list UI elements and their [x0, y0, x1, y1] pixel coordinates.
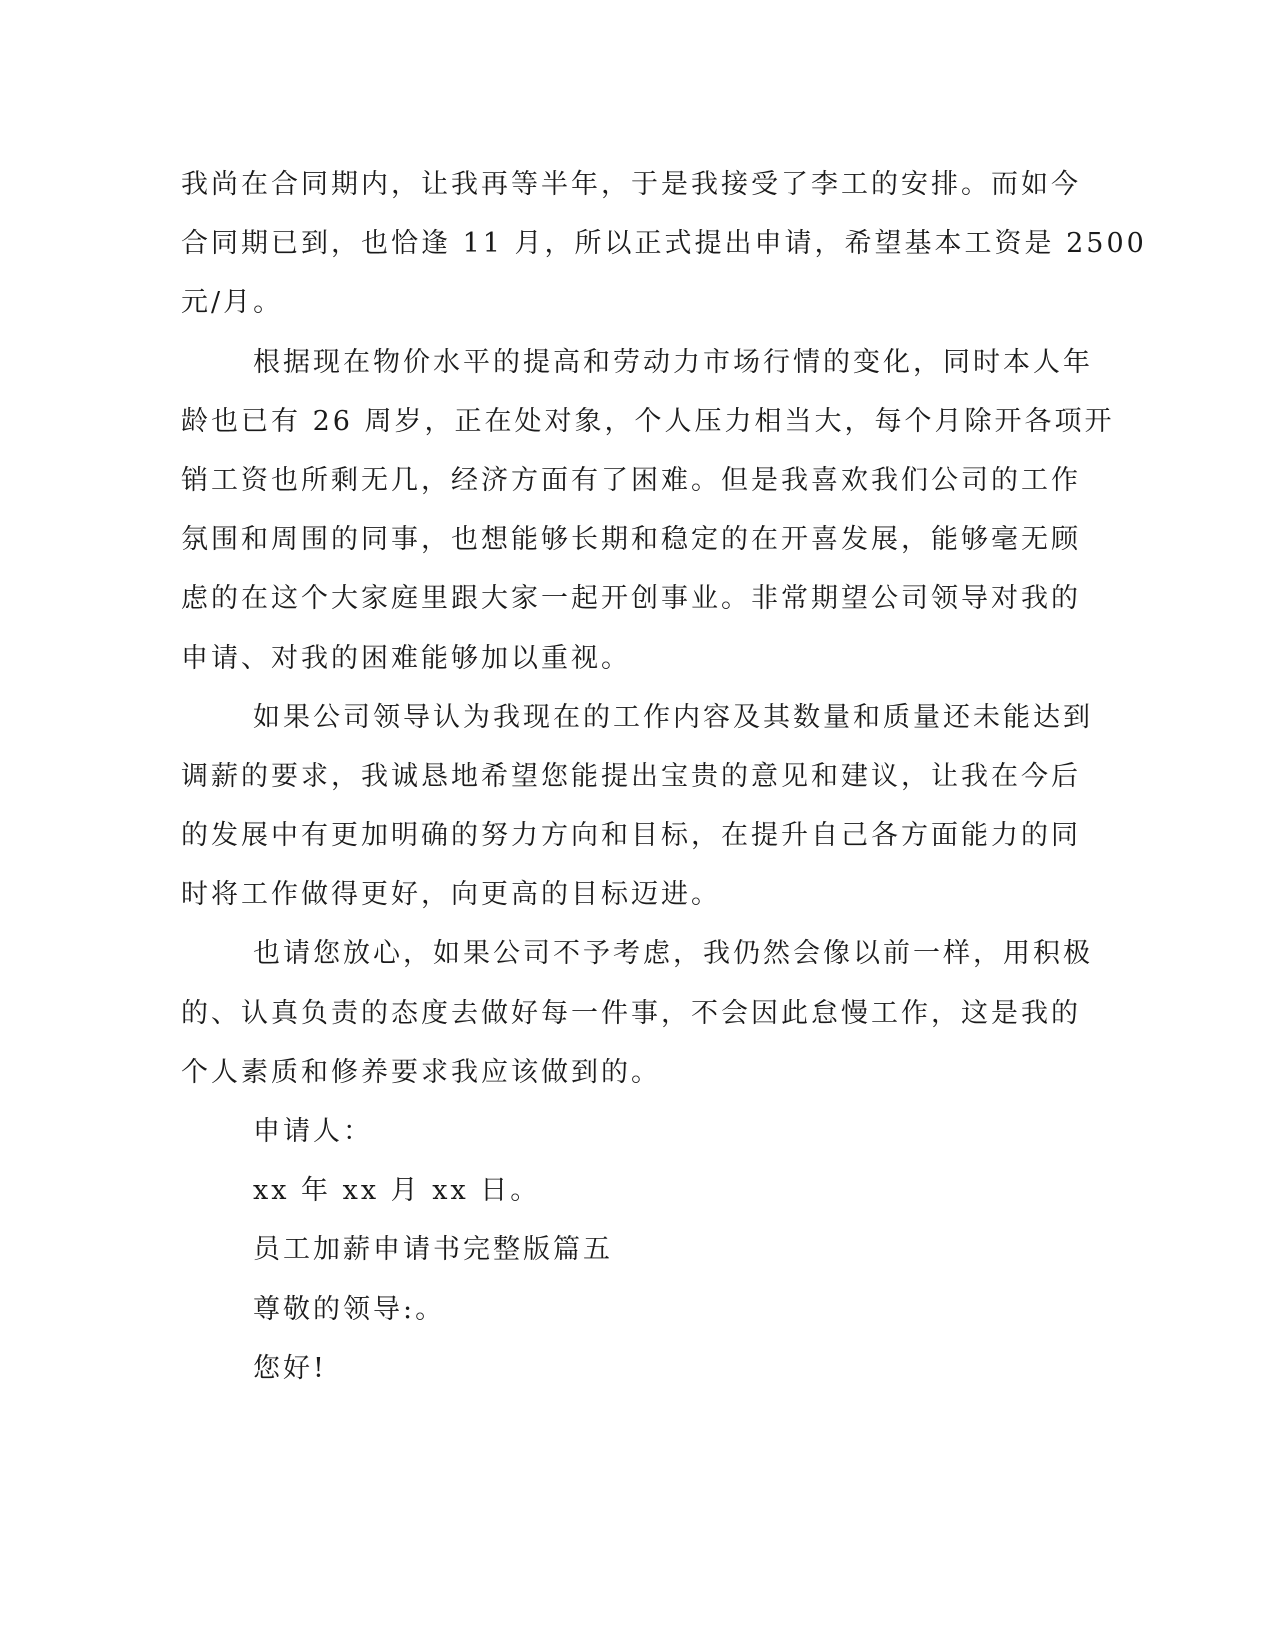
body-line: 氛围和周围的同事，也想能够长期和稳定的在开喜发展，能够毫无顾	[181, 524, 1081, 556]
salutation: 尊敬的领导:。	[253, 1293, 446, 1325]
body-line: 时将工作做得更好，向更高的目标迈进。	[181, 879, 721, 911]
paragraph-start-line: 如果公司领导认为我现在的工作内容及其数量和质量还未能达到	[253, 701, 1093, 733]
body-line: 个人素质和修养要求我应该做到的。	[181, 1056, 661, 1088]
section-title: 员工加薪申请书完整版篇五	[253, 1234, 613, 1266]
date-line: xx 年 xx 月 xx 日。	[253, 1175, 541, 1207]
body-line: 合同期已到，也恰逢 11 月，所以正式提出申请，希望基本工资是 2500	[181, 228, 1147, 260]
body-line: 的、认真负责的态度去做好每一件事，不会因此怠慢工作，这是我的	[181, 997, 1081, 1029]
body-line: 虑的在这个大家庭里跟大家一起开创事业。非常期望公司领导对我的	[181, 583, 1081, 615]
document-body	[181, 155, 1147, 1398]
paragraph-start-line: 也请您放心，如果公司不予考虑，我仍然会像以前一样，用积极	[253, 938, 1093, 970]
paragraph-start-line: 根据现在物价水平的提高和劳动力市场行情的变化，同时本人年	[253, 346, 1093, 378]
body-line: 申请、对我的困难能够加以重视。	[181, 642, 631, 674]
greeting: 您好!	[253, 1352, 327, 1384]
body-line: 调薪的要求，我诚恳地希望您能提出宝贵的意见和建议，让我在今后	[181, 760, 1081, 792]
body-line: 龄也已有 26 周岁，正在处对象，个人压力相当大，每个月除开各项开	[181, 405, 1115, 437]
body-line: 我尚在合同期内，让我再等半年，于是我接受了李工的安排。而如今	[181, 169, 1081, 200]
body-line: 的发展中有更加明确的努力方向和目标，在提升自己各方面能力的同	[181, 820, 1081, 852]
body-line: 销工资也所剩无几，经济方面有了困难。但是我喜欢我们公司的工作	[181, 464, 1081, 496]
applicant-label: 申请人：	[253, 1116, 373, 1147]
body-line: 元/月。	[181, 287, 284, 319]
